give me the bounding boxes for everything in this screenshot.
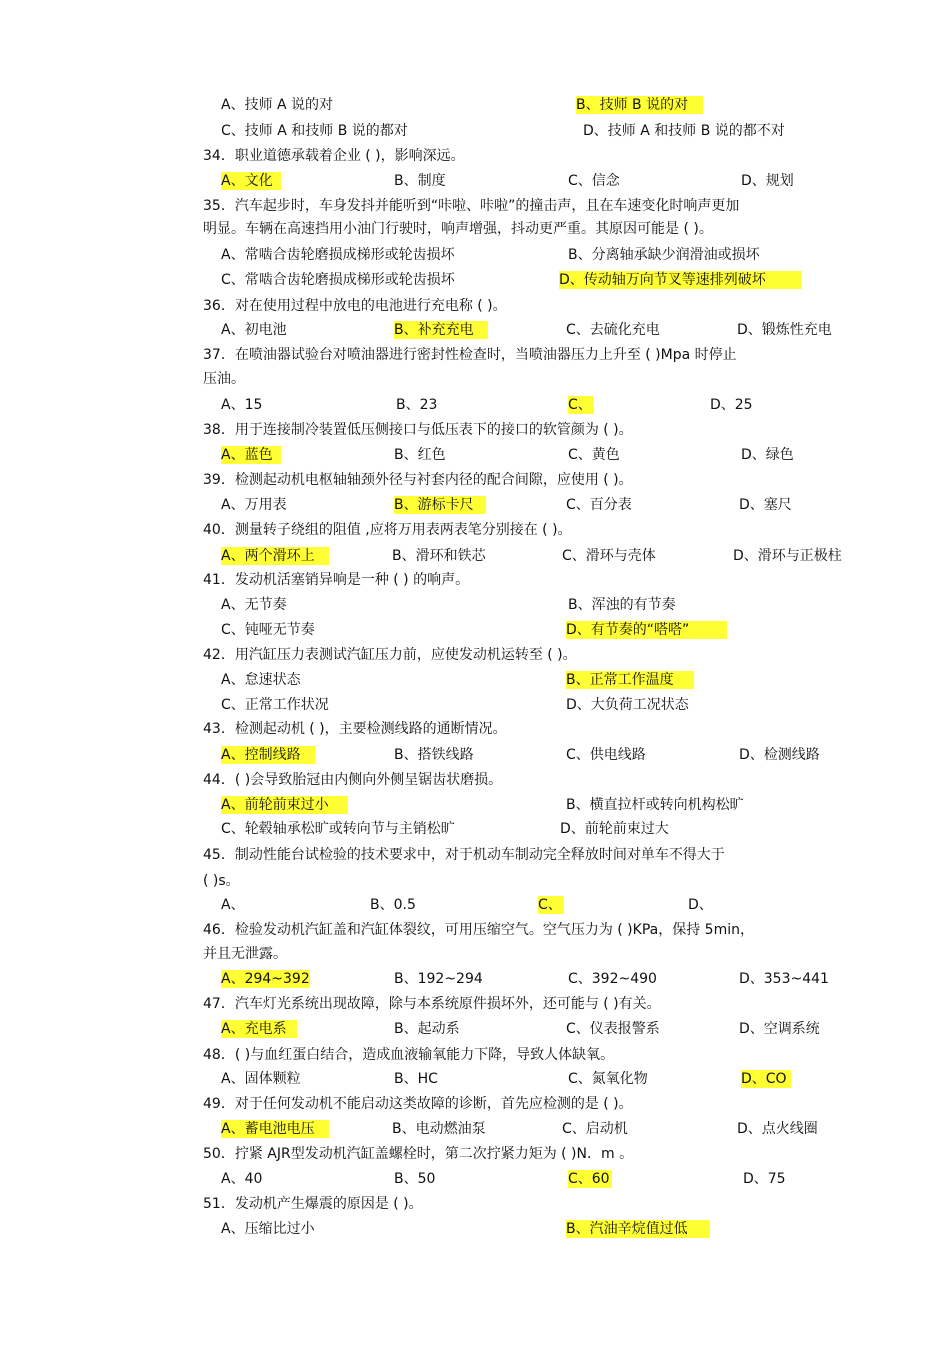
text-line: D、点火线圈 [737, 1121, 818, 1137]
highlighted-answer: B、正常工作温度 [566, 671, 694, 689]
text-line: 并且无泄露。 [203, 946, 287, 962]
text-line: D、75 [743, 1171, 786, 1187]
text-line: 36．对在使用过程中放电的电池进行充电称 ( )。 [203, 298, 507, 314]
text-line: 42．用汽缸压力表测试汽缸压力前，应使发动机运转至 ( )。 [203, 647, 577, 663]
text-line: 45．制动性能台试检验的技术要求中，对于机动车制动完全释放时间对单车不得大于 [203, 847, 725, 863]
text-line: C、392~490 [568, 971, 657, 987]
highlighted-answer: C、 [538, 896, 564, 914]
text-line: B、红色 [394, 447, 446, 463]
text-line: A、常啮合齿轮磨损成梯形或轮齿损坏 [221, 247, 455, 263]
text-line: C、供电线路 [566, 747, 646, 763]
highlighted-answer: A、前轮前束过小 [221, 796, 348, 814]
text-line: C、信念 [568, 173, 620, 189]
text-line: 51．发动机产生爆震的原因是 ( )。 [203, 1196, 423, 1212]
text-line: B、起动系 [394, 1021, 460, 1037]
text-line: C、百分表 [566, 497, 632, 513]
text-line: A、40 [221, 1171, 263, 1187]
text-line: 35．汽车起步时，车身发抖并能听到“咔啦、咔啦”的撞击声，且在车速变化时响声更加 [203, 198, 740, 214]
text-line: C、仪表报警系 [566, 1021, 660, 1037]
text-line: D、塞尺 [739, 497, 792, 513]
text-line: 46．检验发动机汽缸盖和汽缸体裂纹，可用压缩空气。空气压力为 ( )KPa，保持 5min， [203, 922, 754, 938]
text-line: B、电动燃油泵 [392, 1121, 486, 1137]
text-line: D、353~441 [739, 971, 829, 987]
text-line: B、分离轴承缺少润滑油或损坏 [568, 247, 760, 263]
text-line: C、黄色 [568, 447, 620, 463]
text-line: A、怠速状态 [221, 672, 301, 688]
highlighted-answer: A、控制线路 [221, 746, 315, 764]
text-line: B、HC [394, 1071, 438, 1087]
text-line: C、钝哑无节奏 [221, 622, 315, 638]
text-line: 40．测量转子绕组的阻值 ,应将万用表两表笔分别接在 ( )。 [203, 522, 572, 538]
text-line: D、规划 [741, 173, 794, 189]
highlighted-answer: A、文化 [221, 172, 281, 190]
text-line: B、0.5 [370, 897, 416, 913]
text-line: 明显。车辆在高速挡用小油门行驶时，响声增强，抖动更严重。其原因可能是 ( )。 [203, 221, 713, 237]
text-line: B、192~294 [394, 971, 483, 987]
text-line: A、无节奏 [221, 597, 287, 613]
highlighted-answer: D、CO [741, 1070, 791, 1088]
text-line: 38．用于连接制冷装置低压侧接口与低压表下的接口的软管颜为 ( )。 [203, 422, 633, 438]
text-line: 39．检测起动机电枢轴轴颈外径与衬套内径的配合间隙，应使用 ( )。 [203, 472, 633, 488]
text-line: C、滑环与壳体 [562, 548, 656, 564]
highlighted-answer: A、充电系 [221, 1020, 297, 1038]
text-line: B、搭铁线路 [394, 747, 474, 763]
text-line: D、滑环与正极柱 [733, 548, 842, 564]
highlighted-answer: B、技师 B 说的对 [576, 96, 703, 114]
text-line: 50．拧紧 AJR型发动机汽缸盖螺栓时，第二次拧紧力矩为 ( )N．m 。 [203, 1146, 634, 1162]
text-line: D、技师 A 和技师 B 说的都不对 [583, 123, 785, 139]
text-line: B、浑浊的有节奏 [568, 597, 676, 613]
text-line: C、氮氧化物 [568, 1071, 648, 1087]
text-line: B、滑环和铁芯 [392, 548, 486, 564]
highlighted-answer: A、蓝色 [221, 446, 281, 464]
text-line: D、25 [710, 397, 753, 413]
text-line: C、技师 A 和技师 B 说的都对 [221, 123, 408, 139]
text-line: 41．发动机活塞销异响是一种 ( ) 的响声。 [203, 572, 470, 588]
text-line: A、初电池 [221, 322, 287, 338]
text-line: D、检测线路 [739, 747, 820, 763]
text-line: 34．职业道德承载着企业 ( )，影响深远。 [203, 148, 465, 164]
highlighted-answer: D、传动轴万向节叉等速排列破坏 [559, 271, 802, 289]
text-line: B、50 [394, 1171, 436, 1187]
text-line: 48．( )与血红蛋白结合，造成血液输氧能力下降，导致人体缺氧。 [203, 1047, 615, 1063]
text-line: B、横直拉杆或转向机构松旷 [566, 797, 744, 813]
highlighted-answer: C、 [568, 396, 594, 414]
highlighted-answer: A、294~392 [221, 971, 310, 987]
highlighted-answer: D、有节奏的“嗒嗒” [566, 621, 727, 639]
text-line: 44．( )会导致胎冠由内侧向外侧呈锯齿状磨损。 [203, 772, 503, 788]
text-line: 压油。 [203, 371, 245, 387]
text-line: D、 [688, 897, 713, 913]
text-line: C、轮毂轴承松旷或转向节与主销松旷 [221, 821, 455, 837]
text-line: ( )s。 [203, 873, 240, 889]
text-line: 47．汽车灯光系统出现故障，除与本系统原件损坏外，还可能与 ( )有关。 [203, 996, 661, 1012]
text-line: A、固体颗粒 [221, 1071, 301, 1087]
text-line: C、启动机 [562, 1121, 628, 1137]
highlighted-answer: C、60 [568, 1170, 612, 1188]
text-line: D、空调系统 [739, 1021, 820, 1037]
text-line: D、大负荷工况状态 [566, 697, 689, 713]
text-line: 37．在喷油器试验台对喷油器进行密封性检查时，当喷油器压力上升至 ( )Mpa 时停止 [203, 347, 737, 363]
text-line: C、常啮合齿轮磨损成梯形或轮齿损坏 [221, 272, 455, 288]
text-line: D、锻炼性充电 [737, 322, 832, 338]
highlighted-answer: B、游标卡尺 [394, 496, 486, 514]
text-line: A、压缩比过小 [221, 1221, 315, 1237]
highlighted-answer: B、补充充电 [394, 321, 488, 339]
text-line: C、正常工作状况 [221, 697, 329, 713]
text-line: A、15 [221, 397, 263, 413]
text-line: B、23 [396, 397, 438, 413]
highlighted-answer: B、汽油辛烷值过低 [566, 1220, 710, 1238]
text-line: 43．检测起动机 ( )，主要检测线路的通断情况。 [203, 721, 507, 737]
text-line: B、制度 [394, 173, 446, 189]
highlighted-answer: A、两个滑环上 [221, 547, 329, 565]
text-line: C、去硫化充电 [566, 322, 660, 338]
text-line: A、万用表 [221, 497, 287, 513]
highlighted-answer: A、蓄电池电压 [221, 1120, 329, 1138]
text-line: A、 [221, 897, 245, 913]
text-line: D、绿色 [741, 447, 794, 463]
text-line: D、前轮前束过大 [560, 821, 669, 837]
text-line: A、技师 A 说的对 [221, 97, 334, 113]
text-line: 49．对于任何发动机不能启动这类故障的诊断，首先应检测的是 ( )。 [203, 1096, 633, 1112]
